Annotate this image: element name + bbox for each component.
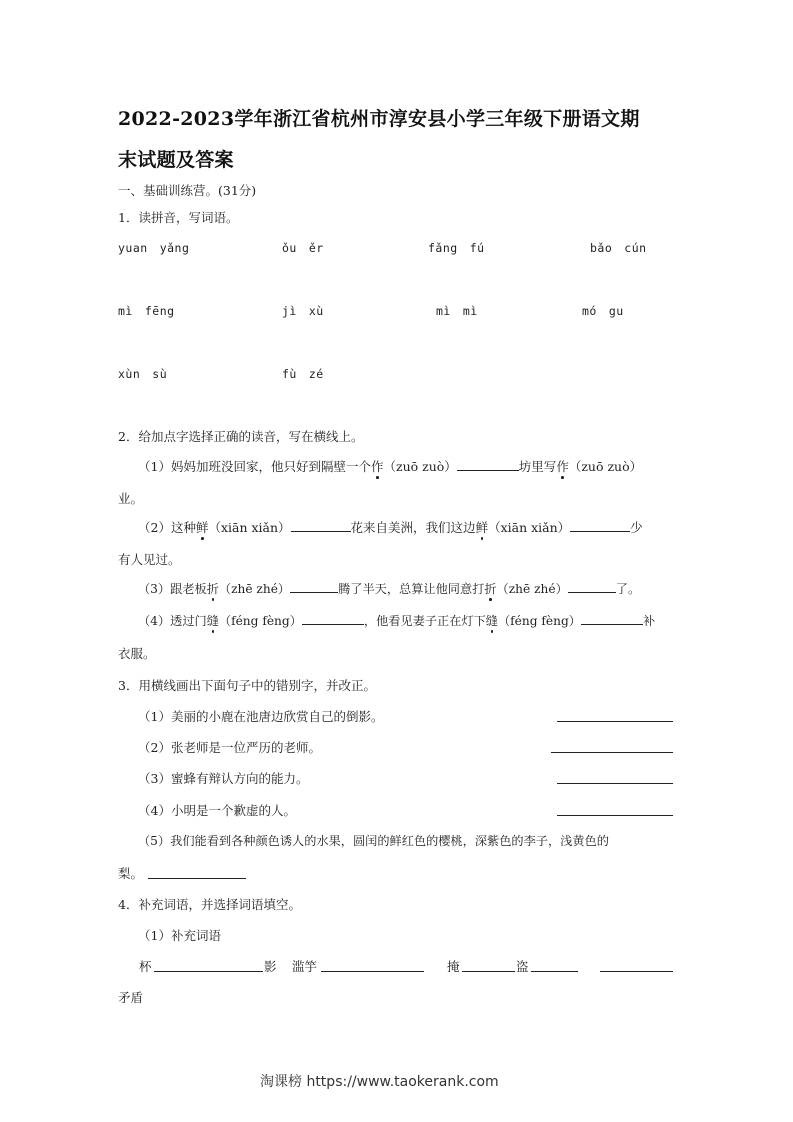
- answer-blank[interactable]: [457, 458, 519, 471]
- answer-line[interactable]: [557, 815, 673, 816]
- answer-blank[interactable]: [291, 519, 351, 532]
- q3-item-1: （1）美丽的小鹿在池唐边欣赏自己的倒影。: [138, 709, 384, 724]
- page-title-line2: 末试题及答案: [118, 149, 234, 171]
- q2-sentence-1-end: 业。: [118, 491, 144, 506]
- answer-blank[interactable]: [568, 580, 616, 593]
- q3-item-2: （2）张老师是一位严历的老师。: [138, 740, 321, 755]
- pinyin-3: fǎng fú: [428, 241, 485, 255]
- pinyin-1: yuan yǎng: [118, 241, 190, 255]
- answer-blank[interactable]: [570, 519, 630, 532]
- q4-sub-1: （1）补充词语: [138, 928, 221, 943]
- q2-sentence-4-end: 衣服。: [118, 646, 156, 661]
- word-4-end: 矛盾: [118, 990, 144, 1005]
- word-3-mid: 盗: [516, 959, 529, 974]
- pinyin-6: jì xù: [282, 304, 324, 318]
- answer-blank[interactable]: [581, 612, 643, 625]
- q3-item-4: （4）小明是一个歉虚的人。: [138, 803, 296, 818]
- pinyin-2: ǒu ěr: [282, 241, 324, 255]
- answer-line[interactable]: [557, 783, 673, 784]
- word-1-end: 影: [264, 959, 277, 974]
- word-blank[interactable]: [462, 971, 515, 972]
- section-heading: 一、基础训练营。(31分): [118, 183, 257, 198]
- q3-item-5: （5）我们能看到各种颜色诱人的水果，圆闰的鲜红色的樱桃，深紫色的李子，浅黄色的: [138, 834, 609, 848]
- q2-sentence-2-end: 有人见过。: [118, 552, 181, 567]
- word-1-start: 杯: [139, 959, 152, 974]
- dotted-char: 缝: [485, 614, 498, 628]
- answer-blank[interactable]: [290, 580, 338, 593]
- dotted-char: 折: [206, 582, 219, 596]
- pinyin-4: bǎo cún: [590, 241, 647, 255]
- question-2-label: 2．给加点字选择正确的读音，写在横线上。: [118, 429, 364, 444]
- dotted-char: 鲜: [195, 520, 209, 535]
- dotted-char: 作: [370, 459, 384, 474]
- pinyin-10: fù zé: [282, 367, 324, 381]
- q2-sentence-2: （2）这种鲜（xiān xiǎn） 花来自美洲，我们这边鲜（xiān xiǎn） 少: [138, 520, 643, 535]
- answer-blank[interactable]: [302, 612, 364, 625]
- pinyin-7: mì mì: [436, 304, 478, 318]
- question-1-label: 1．读拼音，写词语。: [118, 210, 239, 225]
- word-blank[interactable]: [154, 971, 263, 972]
- dotted-char: 折: [484, 582, 497, 596]
- dotted-char: 鲜: [475, 520, 489, 535]
- dotted-char: 缝: [206, 614, 219, 628]
- dotted-char: 作: [556, 459, 569, 474]
- footer-watermark: 淘课榜 https://www.taokerank.com: [260, 1074, 499, 1090]
- answer-line[interactable]: [551, 752, 673, 753]
- question-3-label: 3．用横线画出下面句子中的错别字，并改正。: [118, 678, 376, 693]
- q2-sentence-1: （1）妈妈加班没回家，他只好到隔壁一个作（zuō zuò） 坊里写作（zuō zuò）: [138, 459, 643, 474]
- answer-line[interactable]: [557, 721, 673, 722]
- page-title-line1: 2022-2023学年浙江省杭州市淳安县小学三年级下册语文期: [118, 108, 640, 130]
- q3-item-3: （3）蜜蜂有辩认方向的能力。: [138, 771, 309, 786]
- word-blank[interactable]: [531, 971, 578, 972]
- answer-line[interactable]: [148, 878, 246, 879]
- pinyin-9: xùn sù: [118, 367, 168, 381]
- word-blank[interactable]: [600, 971, 673, 972]
- word-2-start: 滥竽: [292, 959, 318, 974]
- question-4-label: 4．补充词语，并选择词语填空。: [118, 897, 301, 912]
- pinyin-5: mì fēng: [118, 304, 175, 318]
- word-3-start: 掩: [447, 959, 460, 974]
- q3-item-5-end: 梨。: [118, 866, 144, 881]
- q2-sentence-3: （3）跟老板折（zhē zhé） 腾了半天，总算让他同意打折（zhē zhé） 了。: [138, 582, 641, 596]
- word-blank[interactable]: [321, 971, 424, 972]
- pinyin-8: mó gu: [582, 304, 624, 318]
- q2-sentence-4: （4）透过门缝（féng fèng） ，他看见妻子正在灯下缝（féng fèng） 补: [138, 614, 656, 628]
